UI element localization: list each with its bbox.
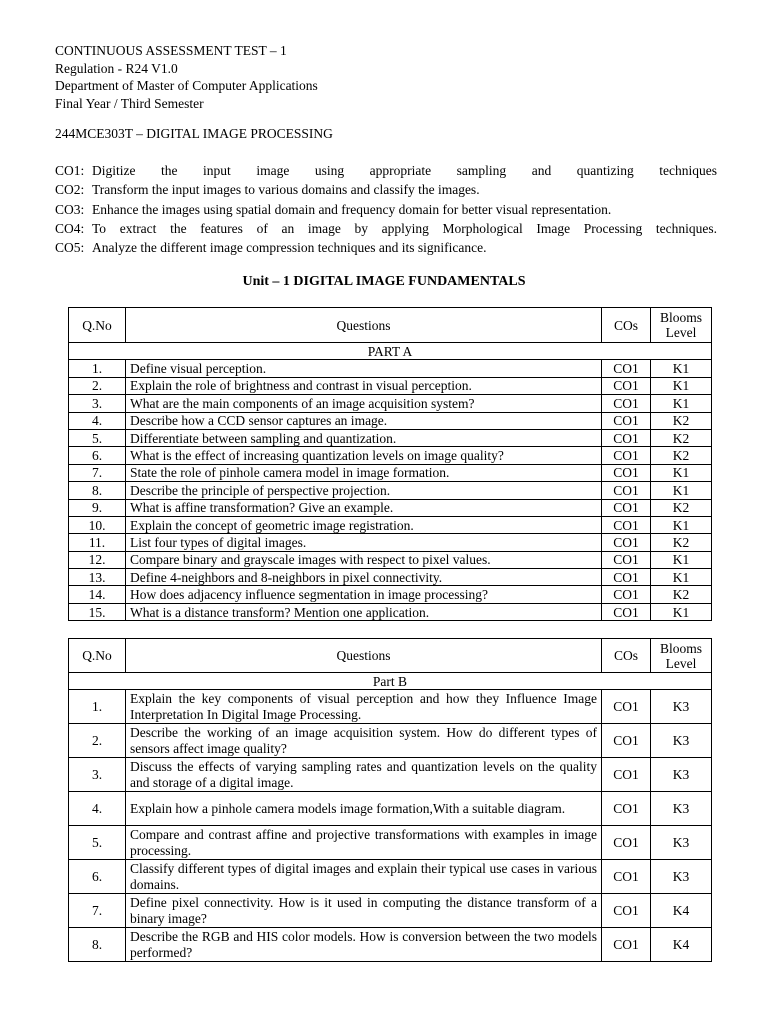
blooms-header-line2: Level	[665, 655, 697, 671]
course-outcome-code: CO1	[602, 534, 651, 551]
blooms-level: K2	[651, 586, 712, 603]
part-b-label: Part B	[69, 673, 712, 690]
blooms-level: K1	[651, 482, 712, 499]
table-row	[69, 377, 712, 394]
blooms-level: K3	[651, 826, 712, 860]
table-row	[69, 792, 712, 826]
table-row	[69, 758, 712, 792]
blooms-level: K1	[651, 360, 712, 377]
course-outcomes	[55, 161, 717, 257]
question-number: 8.	[69, 482, 126, 499]
table-row	[69, 482, 712, 499]
table-row	[69, 569, 712, 586]
co-tag: CO3:	[55, 201, 85, 217]
table-row	[69, 826, 712, 860]
question-number: 15.	[69, 603, 126, 620]
course-outcome	[55, 200, 717, 219]
question-number: 3.	[69, 395, 126, 412]
question-text: Describe the working of an image acquisition system. How do different types of sensors affect image quality?	[126, 724, 602, 758]
question-number: 5.	[69, 429, 126, 446]
course-outcome-code: CO1	[602, 447, 651, 464]
course-outcome-code: CO1	[602, 586, 651, 603]
question-number: 9.	[69, 499, 126, 516]
question-number: 4.	[69, 792, 126, 826]
table-row	[69, 603, 712, 620]
blooms-level: K1	[651, 569, 712, 586]
question-text: Compare and contrast affine and projective transformations with examples in image processing.	[126, 826, 602, 860]
course-outcome-code: CO1	[602, 499, 651, 516]
cos-header: COs	[602, 308, 651, 343]
question-number: 4.	[69, 412, 126, 429]
question-text: Describe the principle of perspective projection.	[126, 482, 602, 499]
question-text: Explain the concept of geometric image registration.	[126, 516, 602, 533]
part-a-table	[68, 307, 712, 621]
questions-header: Questions	[126, 639, 602, 673]
course-outcome	[55, 238, 717, 257]
blooms-level: K3	[651, 792, 712, 826]
course-outcome-code: CO1	[602, 377, 651, 394]
qno-header: Q.No	[69, 639, 126, 673]
blooms-level: K1	[651, 464, 712, 481]
question-number: 2.	[69, 377, 126, 394]
question-text: How does adjacency influence segmentation in image processing?	[126, 586, 602, 603]
blooms-level: K3	[651, 860, 712, 894]
course-outcome-code: CO1	[602, 429, 651, 446]
question-number: 5.	[69, 826, 126, 860]
course-outcome	[55, 161, 717, 180]
course-outcome-code: CO1	[602, 860, 651, 894]
question-number: 3.	[69, 758, 126, 792]
table-row	[69, 928, 712, 962]
question-text: What is the effect of increasing quantization levels on image quality?	[126, 447, 602, 464]
course-title: 244MCE303T – DIGITAL IMAGE PROCESSING	[55, 126, 333, 141]
table-row	[69, 724, 712, 758]
table-row	[69, 412, 712, 429]
course-outcome	[55, 219, 717, 238]
course-outcome-code: CO1	[602, 724, 651, 758]
question-number: 1.	[69, 360, 126, 377]
question-number: 12.	[69, 551, 126, 568]
blooms-header-line2: Level	[665, 325, 697, 340]
co-text: Digitize the input image using appropriate sampling and quantizing techniques	[92, 163, 717, 178]
question-text: Describe how a CCD sensor captures an image.	[126, 412, 602, 429]
course-outcome	[55, 180, 717, 199]
course-outcome-code: CO1	[602, 792, 651, 826]
question-text: What is a distance transform? Mention one application.	[126, 603, 602, 620]
question-number: 14.	[69, 586, 126, 603]
question-number: 8.	[69, 928, 126, 962]
question-text: List four types of digital images.	[126, 534, 602, 551]
question-number: 6.	[69, 447, 126, 464]
blooms-level: K2	[651, 534, 712, 551]
co-text: Transform the input images to various domains and classify the images.	[92, 182, 480, 198]
co-tag: CO1:	[55, 163, 85, 178]
question-number: 13.	[69, 569, 126, 586]
table-row	[69, 447, 712, 464]
question-number: 1.	[69, 690, 126, 724]
question-text: Define pixel connectivity. How is it used in computing the distance transform of a binary image?	[126, 894, 602, 928]
course-outcome-code: CO1	[602, 928, 651, 962]
unit-title: Unit – 1 DIGITAL IMAGE FUNDAMENTALS	[242, 274, 526, 289]
blooms-level: K3	[651, 724, 712, 758]
question-text: Discuss the effects of varying sampling rates and quantization levels on the quality and storage of a digital image.	[126, 758, 602, 792]
blooms-header-line1: Blooms	[659, 310, 702, 325]
table-row	[69, 360, 712, 377]
course-outcome-code: CO1	[602, 395, 651, 412]
question-text: Classify different types of digital images and explain their typical use cases in various domains.	[126, 860, 602, 894]
course-outcome-code: CO1	[602, 482, 651, 499]
question-number: 2.	[69, 724, 126, 758]
co-tag: CO2:	[55, 182, 85, 198]
part-label-row	[69, 673, 712, 690]
questions-header: Questions	[126, 308, 602, 343]
question-number: 7.	[69, 464, 126, 481]
table-row	[69, 586, 712, 603]
year-semester: Final Year / Third Semester	[55, 95, 204, 111]
question-text: Explain the key components of visual perception and how they Influence Image Interpretation In Digital Image Processing.	[126, 690, 602, 724]
blooms-level: K2	[651, 429, 712, 446]
question-text: State the role of pinhole camera model in image formation.	[126, 464, 602, 481]
question-text: Define 4-neighbors and 8-neighbors in pixel connectivity.	[126, 569, 602, 586]
co-text: Enhance the images using spatial domain and frequency domain for better visual representation.	[92, 201, 612, 217]
course-outcome-code: CO1	[602, 690, 651, 724]
blooms-level: K1	[651, 516, 712, 533]
table-row	[69, 894, 712, 928]
blooms-level: K2	[651, 499, 712, 516]
table-row	[69, 464, 712, 481]
test-title: CONTINUOUS ASSESSMENT TEST – 1	[55, 43, 287, 58]
course-outcome-code: CO1	[602, 360, 651, 377]
cos-header: COs	[602, 639, 651, 673]
blooms-level: K4	[651, 894, 712, 928]
qno-header: Q.No	[69, 308, 126, 343]
blooms-level: K1	[651, 551, 712, 568]
course-outcome-code: CO1	[602, 826, 651, 860]
question-number: 11.	[69, 534, 126, 551]
course-outcome-code: CO1	[602, 551, 651, 568]
blooms-level: K2	[651, 412, 712, 429]
blooms-level: K1	[651, 377, 712, 394]
course-outcome-code: CO1	[602, 516, 651, 533]
table-row	[69, 860, 712, 894]
question-text: Differentiate between sampling and quantization.	[126, 429, 602, 446]
co-tag: CO4:	[55, 220, 85, 236]
course-outcome-code: CO1	[602, 603, 651, 620]
course-outcome-code: CO1	[602, 412, 651, 429]
course-outcome-code: CO1	[602, 569, 651, 586]
question-text: Describe the RGB and HIS color models. How is conversion between the two models performed?	[126, 928, 602, 962]
question-text: What is affine transformation? Give an example.	[126, 499, 602, 516]
blooms-level: K4	[651, 928, 712, 962]
question-text: Explain how a pinhole camera models image formation,With a suitable diagram.	[126, 792, 602, 826]
course-outcome-code: CO1	[602, 758, 651, 792]
table-row	[69, 690, 712, 724]
co-text: To extract the features of an image by applying Morphological Image Processing techniques.	[92, 220, 717, 236]
co-tag: CO5:	[55, 240, 85, 256]
question-text: What are the main components of an image acquisition system?	[126, 395, 602, 412]
part-b-table	[68, 638, 712, 962]
table-row	[69, 516, 712, 533]
table-row	[69, 499, 712, 516]
table-row	[69, 551, 712, 568]
regulation: Regulation - R24 V1.0	[55, 60, 178, 76]
question-number: 7.	[69, 894, 126, 928]
question-text: Compare binary and grayscale images with respect to pixel values.	[126, 551, 602, 568]
table-header-row	[69, 639, 712, 673]
co-text: Analyze the different image compression techniques and its significance.	[92, 240, 487, 256]
blooms-level: K1	[651, 603, 712, 620]
question-number: 6.	[69, 860, 126, 894]
blooms-header	[651, 639, 712, 673]
table-header-row	[69, 308, 712, 343]
question-text: Explain the role of brightness and contrast in visual perception.	[126, 377, 602, 394]
course-outcome-code: CO1	[602, 464, 651, 481]
blooms-level: K1	[651, 395, 712, 412]
question-text: Define visual perception.	[126, 360, 602, 377]
blooms-header-line1: Blooms	[659, 640, 702, 656]
table-row	[69, 429, 712, 446]
document-header	[55, 42, 318, 112]
blooms-level: K3	[651, 690, 712, 724]
blooms-header	[651, 308, 712, 343]
blooms-level: K2	[651, 447, 712, 464]
blooms-level: K3	[651, 758, 712, 792]
department: Department of Master of Computer Applications	[55, 78, 318, 93]
question-number: 10.	[69, 516, 126, 533]
part-a-label: PART A	[69, 343, 712, 360]
course-outcome-code: CO1	[602, 894, 651, 928]
table-row	[69, 534, 712, 551]
part-label-row	[69, 343, 712, 360]
table-row	[69, 395, 712, 412]
